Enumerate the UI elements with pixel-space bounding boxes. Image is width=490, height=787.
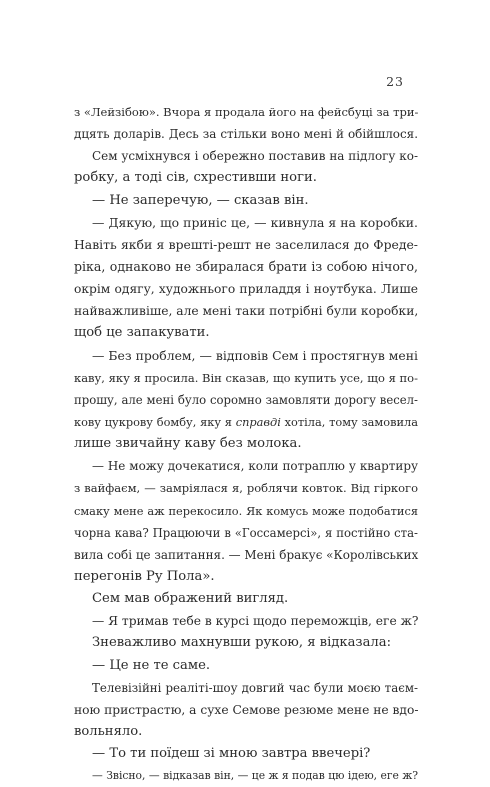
emphasized-word: справді	[235, 414, 281, 429]
text-segment: кову цукрову бомбу, яку я	[74, 414, 236, 429]
text-line: з «Лейзібою». Вчора я продала його на фейсбуці за три-	[74, 105, 419, 119]
text-line: — Не можу дочекатися, коли потраплю у квартиру	[92, 459, 418, 474]
text-line: лише звичайну каву без молока.	[74, 436, 302, 452]
text-line: перегонів Ру Пола».	[74, 568, 215, 584]
page-number: 23	[386, 74, 404, 89]
text-line: дцять доларів. Десь за стільки воно мені й обійшлося.	[74, 127, 418, 142]
body-text	[74, 101, 418, 787]
text-line: з вайфаєм, — замріялася я, роблячи ковток. Від гіркого	[74, 481, 418, 496]
text-line: найважливіше, але мені таки потрібні були коробки,	[74, 304, 419, 319]
text-line: щоб це запакувати.	[74, 325, 210, 341]
text-line: — Не заперечую, — сказав він.	[92, 192, 309, 208]
text-line: — Це не те саме.	[92, 657, 211, 673]
text-line: чорна кава? Працюючи в «Госсамерсі», я постійно ста-	[74, 525, 418, 540]
text-line: — Звісно, — відказав він, — це ж я подав цю ідею, еге ж?	[92, 769, 418, 783]
text-line: окрім одягу, художнього приладдя і ноутбука. Лише	[74, 282, 418, 297]
text-line: — То ти поїдеш зі мною завтра ввечері?	[92, 746, 371, 762]
text-line: вольняло.	[74, 723, 143, 739]
text-segment: хотіла, тому замовила	[280, 414, 418, 429]
text-line: ною пристрастю, а сухе Семове резюме мене не вдо-	[74, 702, 419, 717]
text-line: вила собі це запитання. — Мені бракує «Королівських	[74, 547, 419, 562]
text-line: Зневажливо махнувши рукою, я відказала:	[92, 635, 392, 651]
text-line: Телевізійні реаліті-шоу довгий час були моєю таєм-	[92, 680, 418, 695]
text-line	[74, 411, 418, 433]
text-line: Навіть якби я врешті-решт не заселилася до Фреде-	[74, 236, 418, 252]
text-line: ріка, однаково не збиралася брати із собою нічого,	[74, 258, 418, 274]
text-line: Сем мав ображений вигляд.	[92, 591, 289, 607]
text-line: смаку мене аж перекосило. Як комусь може подобатися	[74, 503, 418, 518]
text-line: каву, яку я просила. Він сказав, що купить усе, що я по-	[74, 370, 418, 385]
text-line: — Без проблем, — відповів Сем і простягнув мені	[92, 347, 418, 363]
text-line: робку, а тоді сів, схрестивши ноги.	[74, 170, 317, 186]
text-line: — Дякую, що приніс це, — кивнула я на коробки.	[92, 214, 418, 230]
text-line: — Я тримав тебе в курсі щодо переможців, еге ж?	[92, 614, 419, 629]
text-line: Сем усміхнувся і обережно поставив на підлогу ко-	[92, 149, 418, 164]
text-line: прошу, але мені було соромно замовляти дорогу весел-	[74, 392, 418, 407]
